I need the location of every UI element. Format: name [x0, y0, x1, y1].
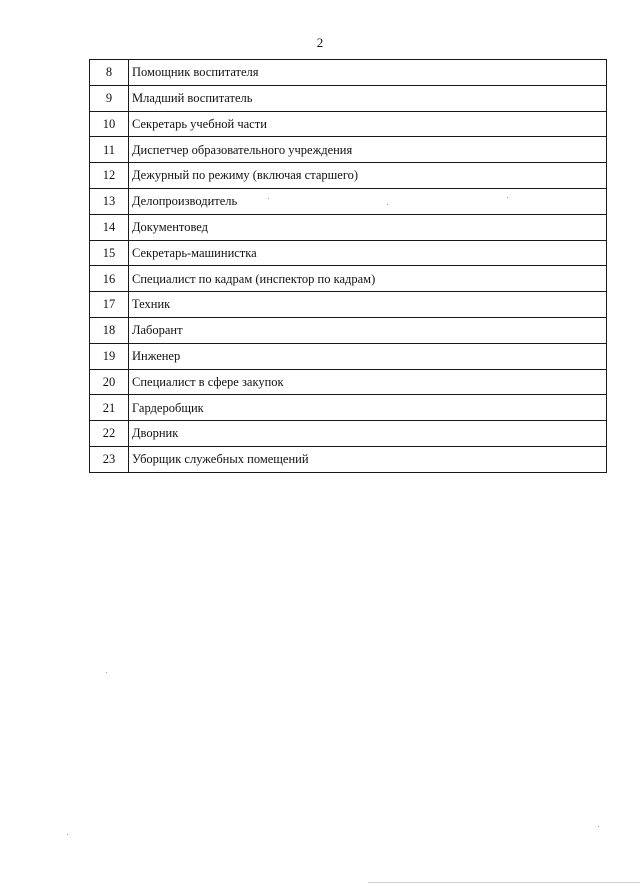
- table-row: [90, 266, 607, 292]
- table-row: [90, 343, 607, 369]
- row-number-cell: 15: [90, 240, 129, 266]
- row-number-cell: 20: [90, 369, 129, 395]
- scan-speck: [106, 672, 107, 673]
- position-name-cell: Младший воспитатель: [129, 85, 607, 111]
- position-name-cell: Дежурный по режиму (включая старшего): [129, 163, 607, 189]
- row-number-cell: 13: [90, 188, 129, 214]
- table-row: [90, 60, 607, 86]
- row-number-cell: 14: [90, 214, 129, 240]
- table-row: [90, 369, 607, 395]
- position-name-cell: Специалист по кадрам (инспектор по кадрам): [129, 266, 607, 292]
- position-name-cell: Секретарь учебной части: [129, 111, 607, 137]
- row-number-cell: 18: [90, 317, 129, 343]
- table-row: [90, 446, 607, 472]
- position-name-cell: Диспетчер образовательного учреждения: [129, 137, 607, 163]
- row-number-cell: 16: [90, 266, 129, 292]
- scan-speck: [387, 204, 388, 205]
- position-name-cell: Лаборант: [129, 317, 607, 343]
- row-number-cell: 19: [90, 343, 129, 369]
- scan-edge-line: [368, 882, 640, 883]
- row-number-cell: 17: [90, 292, 129, 318]
- table-row: [90, 292, 607, 318]
- row-number-cell: 8: [90, 60, 129, 86]
- position-name-cell: Делопроизводитель: [129, 188, 607, 214]
- row-number-cell: 23: [90, 446, 129, 472]
- position-name-cell: Гардеробщик: [129, 395, 607, 421]
- table-row: [90, 240, 607, 266]
- table-row: [90, 111, 607, 137]
- position-name-cell: Инженер: [129, 343, 607, 369]
- position-name-cell: Секретарь-машинистка: [129, 240, 607, 266]
- position-name-cell: Помощник воспитателя: [129, 60, 607, 86]
- position-name-cell: Дворник: [129, 421, 607, 447]
- scan-speck: [67, 834, 68, 835]
- row-number-cell: 11: [90, 137, 129, 163]
- row-number-cell: 22: [90, 421, 129, 447]
- table-row: [90, 214, 607, 240]
- table-row: [90, 85, 607, 111]
- row-number-cell: 9: [90, 85, 129, 111]
- table-row: [90, 163, 607, 189]
- table-row: [90, 137, 607, 163]
- row-number-cell: 10: [90, 111, 129, 137]
- table-row: [90, 421, 607, 447]
- scan-speck: [507, 197, 508, 198]
- positions-table: [89, 59, 607, 473]
- positions-table-body: [90, 60, 607, 473]
- page-number: 2: [316, 35, 324, 50]
- table-row: [90, 188, 607, 214]
- table-row: [90, 395, 607, 421]
- position-name-cell: Специалист в сфере закупок: [129, 369, 607, 395]
- position-name-cell: Уборщик служебных помещений: [129, 446, 607, 472]
- table-row: [90, 317, 607, 343]
- position-name-cell: Документовед: [129, 214, 607, 240]
- scan-speck: [268, 198, 269, 199]
- scan-speck: [598, 826, 599, 827]
- row-number-cell: 12: [90, 163, 129, 189]
- row-number-cell: 21: [90, 395, 129, 421]
- position-name-cell: Техник: [129, 292, 607, 318]
